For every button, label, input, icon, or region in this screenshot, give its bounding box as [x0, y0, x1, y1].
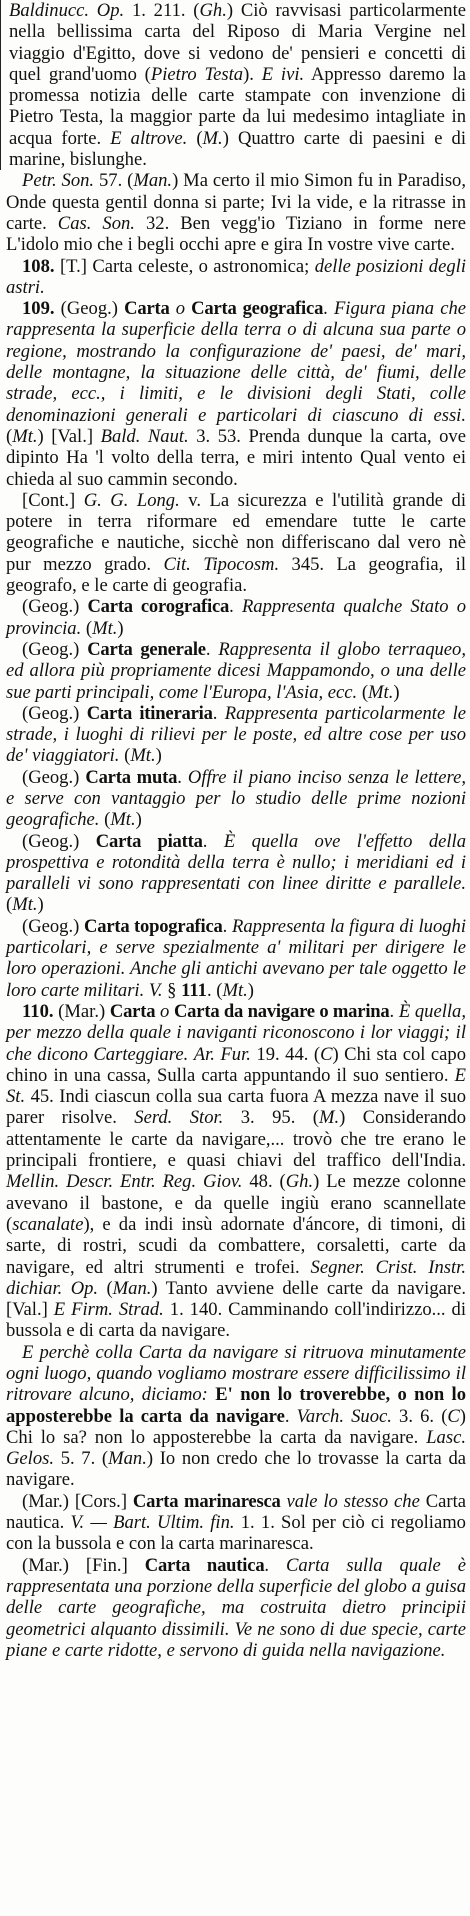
entry-paragraph: (Geog.) Carta generale. Rappresenta il globo terraqueo, ed allora più propriamente dicesi Mappamondo, o una delle sue parti principali, come l'Europa, l'Asia, ecc. (Mt.) — [6, 638, 466, 703]
entry-paragraph: (Mar.) [Cors.] Carta marinaresca vale lo stesso che Carta nautica. V. — Bart. Ultim. fin. 1. 1. Sol per ciò ci regoliamo con la bussola e con la carta marinaresca. — [6, 1490, 466, 1555]
entry-paragraph: E perchè colla Carta da navigare si ritruova minutamente ogni luogo, quando vogliamo mostrare essere difficilissimo il ritrovare alcuno, diciamo: E' non lo troverebbe, o non lo apposterebbe la carta da navigare. Varch. Suoc. 3. 6. (C) Chi lo sa? non lo apposterebbe la carta da navigare. Lasc. Gelos. 5. 7. (Man.) Io non credo che lo trovasse la carta da navigare. — [6, 1341, 467, 1491]
entry-paragraph: [Cont.] G. G. Long. v. La sicurezza e l'utilità grande di potere in terra riformare ed emendare tutte le carte geografiche e nautiche, sicchè non differiscano dal vero nè pur mezzo grado. Cit. Tipocosm. 345. La geografia, il geografo, e le carte di geografia. — [6, 489, 466, 597]
entry-paragraph: (Geog.) Carta itineraria. Rappresenta particolarmente le strade, i luoghi di rilievi per le poste, ed altre cose per uso de' viaggiatori. (Mt.) — [6, 702, 466, 767]
entry-paragraph: (Mar.) [Fin.] Carta nautica. Carta sulla quale è rappresentata una porzione della superficie del globo a guisa delle carte geografiche, ma costruita dietro principii geometrici alquanto dissimili. Ve ne sono di due specie, carte piane e carte ridotte, e servono di guida nella navigazione. — [6, 1554, 466, 1661]
entry-paragraph: 109. (Geog.) Carta o Carta geografica. Figura piana che rappresenta la superficie della terra o di alcuna sua parte o regione, mostrando la configurazione de' paesi, de' mari, delle montagne, la situazione delle città, de' fiumi, delle strade, ecc., i limiti, e le divisioni degli Stati, colle denominazioni generali e particolari di ciascuno di essi. (Mt.) [Val.] Bald. Naut. 3. 53. Prenda dunque la carta, ove dipinto Ha 'l volto della terra, e miri intento Qual vento ei chieda al suo cammin secondo. — [6, 298, 467, 490]
entry-paragraph: (Geog.) Carta piatta. È quella ove l'effetto della prospettiva e rotondità della terra è nullo; i meridiani ed i paralleli vi sono rappresentati con linee diritte e parallele. (Mt.) — [6, 830, 467, 916]
entry-paragraph: 110. (Mar.) Carta o Carta da navigare o marina. È quella, per mezzo della quale i naviganti riconoscono i lor viaggi; il che dicono Carteggiare. Ar. Fur. 19. 44. (C) Chi sta col capo chino in una cassa, Sulla carta appuntando il suo sentiero. E St. 45. Indi ciascun colla sua carta fuora A mezza nave il suo parer risolve. Serd. Stor. 3. 95. (M.) Considerando attentamente le carte da navigare,... trovò che tre erano le principali frontiere, e quasi chiavi del traffico dell'India. Mellin. Descr. Entr. Reg. Giov. 48. (Gh.) Le mezze colonne avevano il bastone, e da quelle ingiù erano scannellate (scanalate), e da indi insù adornate d'áncore, di timoni, di sarte, di rostri, scudi da combattere, corsaletti, carte da navigare, ed altri strumenti e trofei. Segner. Crist. Instr. dichiar. Op. (Man.) Tanto avviene delle carte da navigare. [Val.] E Firm. Strad. 1. 140. Camminando coll'indirizzo... di bussola e di carta da navigare. — [6, 1000, 467, 1342]
entry-paragraph: (Geog.) Carta muta. Offre il piano inciso senza le lettere, e serve con vantaggio per lo studio delle prime nozioni geografiche. (Mt.) — [6, 766, 466, 831]
entry-paragraph: 108. [T.] Carta celeste, o astronomica; delle posizioni degli astri. — [6, 255, 466, 298]
entry-paragraph: Baldinucc. Op. 1. 211. (Gh.) Ciò ravvisasi particolarmente nella bellissima carta del Riposo di Maria Vergine nel viaggio d'Egitto, dove si vedono de' pensieri e concetti di quel grand'uomo (Pietro Testa). E ivi. Appresso daremo la promessa notizia delle carte stampate con invenzione di Pietro Testa, la maggior parte da lui medesimo intagliate in acqua forte. E altrove. (M.) Quattro carte di paesini e di marine, bislunghe. — [0, 0, 470, 170]
entry-paragraph: (Geog.) Carta corografica. Rappresenta qualche Stato o provincia. (Mt.) — [6, 596, 466, 639]
entry-paragraph: (Geog.) Carta topografica. Rappresenta la figura di luoghi particolari, e serve spezialmente a' militari per dirigere le loro operazioni. Anche gli antichi avevano per tale oggetto le loro carte militari. V. § 111. (Mt.) — [6, 915, 466, 1001]
entry-paragraph: Petr. Son. 57. (Man.) Ma certo il mio Simon fu in Paradiso, Onde questa gentil donna si parte; Ivi la vide, e la ritrasse in carte. Cas. Son. 32. Ben vegg'io Tiziano in forme nere L'idolo mio che i begli occhi apre e gira In vostre vive carte. — [6, 170, 467, 256]
